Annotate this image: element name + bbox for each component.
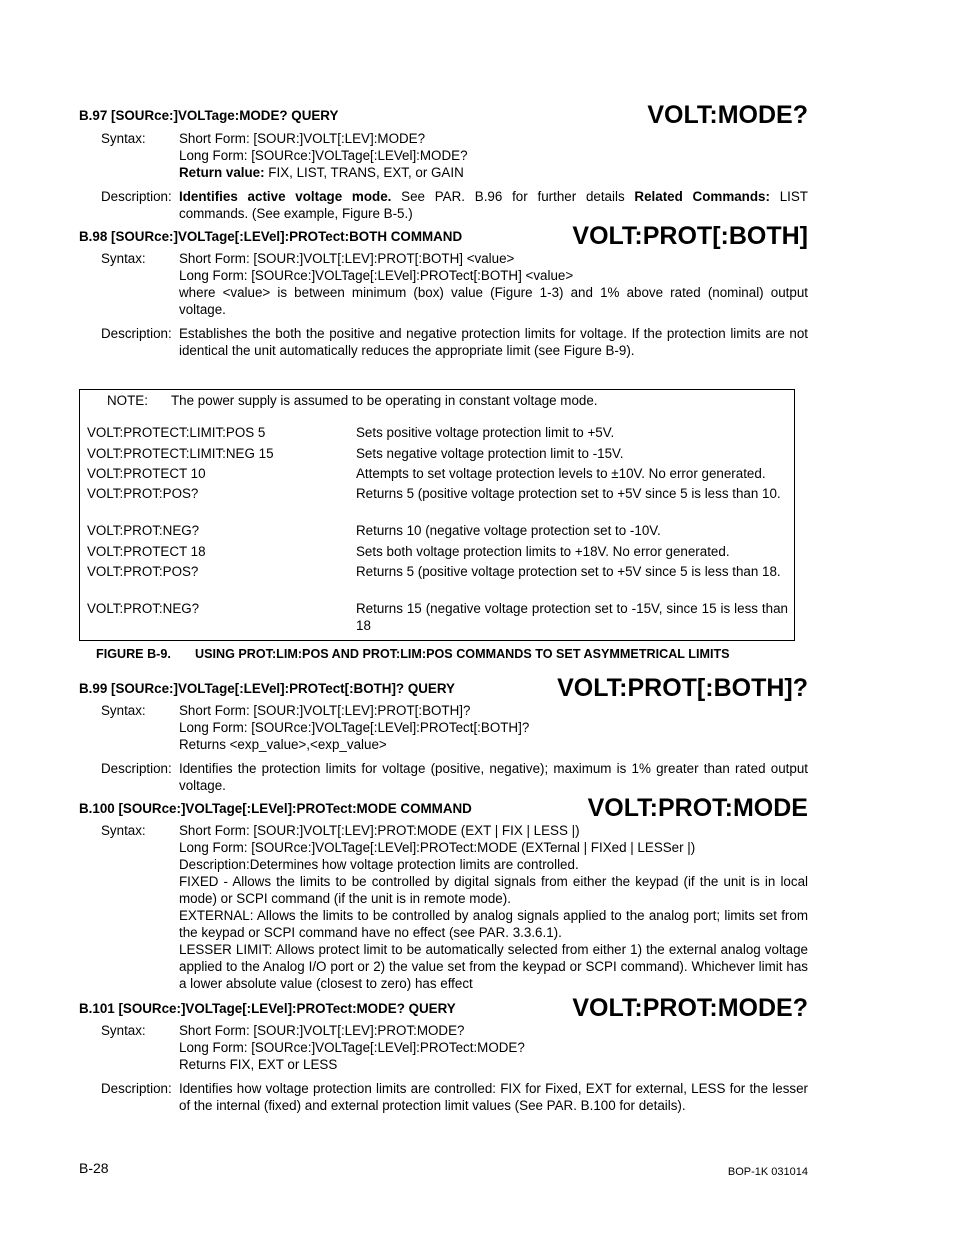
description-block: [101, 325, 808, 359]
section-header-b98: [79, 222, 808, 250]
section-title: B.100 [SOURce:]VOLTage[:LEVel]:PROTect:MODE COMMAND: [79, 801, 472, 816]
command-mnemonic: VOLT:PROT:MODE?: [572, 994, 808, 1022]
syntax-line: FIXED - Allows the limits to be controlled by digital signals from either the keypad (if the unit is in local mode) or SCPI command (if the unit is in remote mode).: [179, 874, 808, 906]
syntax-line: Short Form: [SOUR:]VOLT[:LEV]:PROT:MODE (EXT | FIX | LESS |): [179, 823, 580, 838]
document-id: BOP-1K 031014: [727, 1166, 808, 1178]
example-row: [87, 465, 788, 482]
description-block: [101, 760, 808, 794]
syntax-line: Description:Determines how voltage protection limits are controlled.: [179, 857, 579, 872]
return-line: [179, 164, 808, 181]
figure-caption: [96, 646, 730, 663]
description-label: Description:: [101, 326, 172, 341]
example-command: VOLT:PROT:POS?: [87, 486, 199, 501]
example-row: [87, 600, 788, 634]
example-description: Sets both voltage protection limits to +18V. No error generated.: [356, 544, 730, 559]
description-block: [101, 1080, 808, 1114]
example-row: [87, 543, 788, 560]
syntax-label: Syntax:: [101, 703, 146, 718]
syntax-line: LESSER LIMIT: Allows protect limit to be automatically selected from either 1) the external analog voltage applied to the Analog I/O port or 2) the value set from the keypad or SCPI command). Whichever limit has a lower absolute value (closest to zero) has effect: [179, 942, 808, 991]
syntax-block: [101, 250, 808, 318]
description-label: Description:: [101, 1081, 172, 1096]
example-command: VOLT:PROT:POS?: [87, 564, 199, 579]
note-label: NOTE:: [107, 393, 148, 408]
syntax-line: Long Form: [SOURce:]VOLTage[:LEVel]:PROTect[:BOTH]?: [179, 720, 530, 735]
command-mnemonic: VOLT:PROT[:BOTH]?: [557, 674, 808, 702]
figure-note: [107, 392, 598, 409]
syntax-block: [101, 702, 808, 753]
syntax-label: Syntax:: [101, 1023, 146, 1038]
syntax-line: Returns <exp_value>,<exp_value>: [179, 737, 387, 752]
caption-label: FIGURE B-9.: [96, 647, 171, 661]
section-title: B.101 [SOURce:]VOLTage[:LEVel]:PROTect:MODE? QUERY: [79, 1001, 456, 1016]
example-description: Returns 15 (negative voltage protection set to -15V, since 15 is less than 18: [356, 601, 788, 633]
section-title: B.98 [SOURce:]VOLTage[:LEVel]:PROTect:BOTH COMMAND: [79, 229, 463, 244]
example-command: VOLT:PROTECT:LIMIT:NEG 15: [87, 446, 274, 461]
description-text: Identifies the protection limits for voltage (positive, negative); maximum is 1% greater than rated output voltage.: [179, 761, 808, 793]
syntax-line: Long Form: [SOURce:]VOLTage[:LEVel]:MODE?: [179, 148, 468, 163]
section-header-b97: [79, 100, 808, 129]
description-text: [179, 188, 808, 222]
description-part: See PAR. B.96 for further details: [391, 189, 635, 204]
syntax-label: Syntax:: [101, 251, 146, 266]
syntax-block: [101, 1022, 808, 1073]
example-command: VOLT:PROTECT 10: [87, 466, 206, 481]
example-description: Attempts to set voltage protection levels to ±10V. No error generated.: [356, 466, 766, 481]
syntax-line: where <value> is between minimum (box) value (Figure 1-3) and 1% above rated (nominal) output voltage.: [179, 285, 808, 317]
description-label: Description:: [101, 189, 172, 204]
section-title: B.99 [SOURce:]VOLTage[:LEVel]:PROTect[:BOTH]? QUERY: [79, 681, 455, 696]
note-text: The power supply is assumed to be operating in constant voltage mode.: [171, 393, 598, 408]
description-text: Identifies how voltage protection limits are controlled: FIX for Fixed, EXT for external, LESS for the lesser of the internal (fixed) and external protection limit values (See PAR. B.100 for details).: [179, 1081, 808, 1113]
caption-text: USING PROT:LIM:POS AND PROT:LIM:POS COMMANDS TO SET ASYMMETRICAL LIMITS: [195, 647, 730, 661]
example-row: [87, 563, 788, 580]
syntax-line: Long Form: [SOURce:]VOLTage[:LEVel]:PROTect[:BOTH] <value>: [179, 268, 574, 283]
description-part: LIST commands. (See example, Figure B-5.): [179, 189, 808, 221]
syntax-block: [101, 822, 808, 992]
return-label: Return value:: [179, 165, 265, 180]
command-mnemonic: VOLT:PROT[:BOTH]: [572, 222, 808, 250]
syntax-line: Returns FIX, EXT or LESS: [179, 1057, 338, 1072]
page-number: B-28: [79, 1160, 109, 1176]
example-row: [87, 522, 788, 539]
syntax-line: Long Form: [SOURce:]VOLTage[:LEVel]:PROTect:MODE (EXTernal | FIXed | LESSer |): [179, 840, 696, 855]
description-block: [101, 188, 808, 222]
example-command: VOLT:PROT:NEG?: [87, 523, 200, 538]
description-bold: Identifies active voltage mode.: [179, 189, 392, 204]
description-bold: Related Commands:: [634, 189, 770, 204]
section-header-b99: [79, 674, 808, 702]
example-description: Returns 5 (positive voltage protection set to +5V since 5 is less than 18.: [356, 564, 781, 579]
syntax-line: Short Form: [SOUR:]VOLT[:LEV]:PROT[:BOTH] <value>: [179, 251, 515, 266]
example-row: [87, 424, 788, 441]
section-header-b100: [79, 794, 808, 822]
syntax-label: Syntax:: [101, 823, 146, 838]
command-mnemonic: VOLT:PROT:MODE: [587, 794, 808, 822]
figure-b9-box: [79, 389, 795, 641]
section-header-b101: [79, 994, 808, 1022]
syntax-block: [101, 130, 808, 181]
command-mnemonic: VOLT:MODE?: [647, 101, 808, 129]
syntax-line: EXTERNAL: Allows the limits to be controlled by analog signals applied to the analog port; limits set from the keypad or SCPI command have no effect (see PAR. 3.3.6.1).: [179, 908, 808, 940]
example-description: Sets positive voltage protection limit to +5V.: [356, 425, 615, 440]
example-command: VOLT:PROT:NEG?: [87, 601, 200, 616]
syntax-line: Long Form: [SOURce:]VOLTage[:LEVel]:PROTect:MODE?: [179, 1040, 525, 1055]
example-description: Returns 5 (positive voltage protection set to +5V since 5 is less than 10.: [356, 486, 781, 501]
example-description: Returns 10 (negative voltage protection set to -10V.: [356, 523, 661, 538]
syntax-line: Short Form: [SOUR:]VOLT[:LEV]:MODE?: [179, 131, 426, 146]
description-label: Description:: [101, 761, 172, 776]
section-title: B.97 [SOURce:]VOLTage:MODE? QUERY: [79, 108, 339, 123]
example-description: Sets negative voltage protection limit to -15V.: [356, 446, 624, 461]
example-command: VOLT:PROTECT:LIMIT:POS 5: [87, 425, 266, 440]
syntax-line: Short Form: [SOUR:]VOLT[:LEV]:PROT:MODE?: [179, 1023, 465, 1038]
return-value: FIX, LIST, TRANS, EXT, or GAIN: [264, 165, 464, 180]
example-row: [87, 445, 788, 462]
syntax-line: Short Form: [SOUR:]VOLT[:LEV]:PROT[:BOTH]?: [179, 703, 471, 718]
description-text: Establishes the both the positive and negative protection limits for voltage. If the protection limits are not identical the unit automatically reduces the appropriate limit (see Figure B-9).: [179, 326, 808, 358]
syntax-label: Syntax:: [101, 131, 146, 146]
example-row: [87, 485, 788, 502]
example-command: VOLT:PROTECT 18: [87, 544, 206, 559]
